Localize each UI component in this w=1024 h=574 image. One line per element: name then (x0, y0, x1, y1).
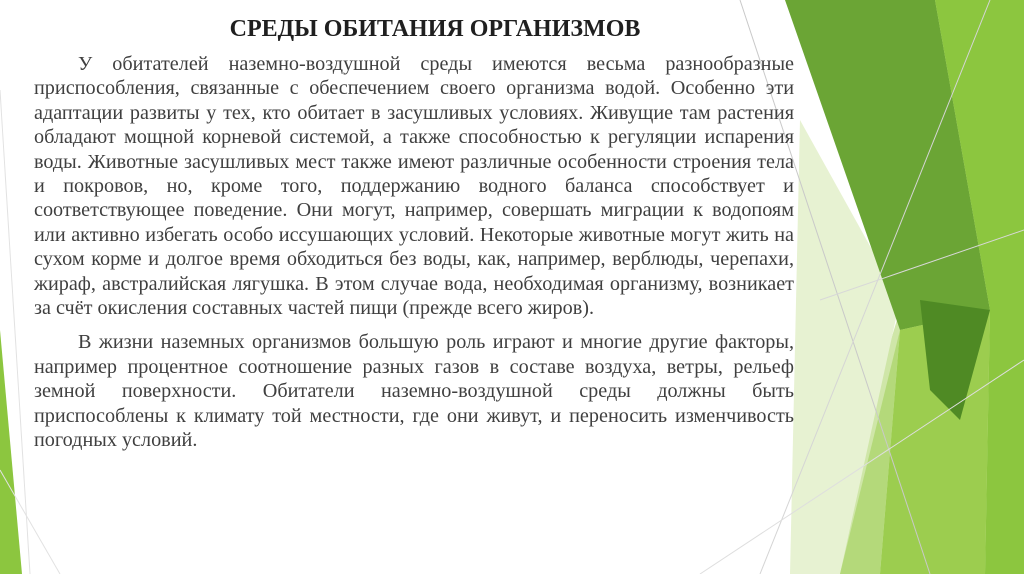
paragraph-1: У обитателей наземно-воздушной среды имеются весьма разнообразные приспособления, связанные с обеспечением своего организма водой. Особенно эти адаптации развиты у тех, кто обитает в засушливых условиях. Живущие там растения обладают мощной корневой системой, а также способностью к регуляции испарения воды. Животные засушливых мест также имеют различные особенности строения тела и покровов, но, кроме того, поддержанию водного баланса способствует и соответствующее поведение. Они могут, например, совершать миграции к водопоям или активно избегать особо иссушающих условий. Некоторые животные могут жить на сухом корме и долгое время обходиться без воды, как, например, верблюды, черепахи, жираф, австралийская лягушка. В этом случае вода, необходимая организму, возникает за счёт окисления составных частей пищи (прежде всего жиров). (34, 53, 794, 320)
slide-title: СРЕДЫ ОБИТАНИЯ ОРГАНИЗМОВ (229, 16, 641, 42)
paragraph-2: В жизни наземных организмов большую роль играют и многие другие факторы, например процентное соотношение разных газов в составе воздуха, ветры, рельеф земной поверхности. Обитатели наземно-воздушной среды должны быть приспособлены к климату той местности, где они живут, и переносить изменчивость погодных условий. (34, 331, 794, 452)
facet-left-edge (0, 330, 22, 574)
slide-body (34, 52, 794, 453)
